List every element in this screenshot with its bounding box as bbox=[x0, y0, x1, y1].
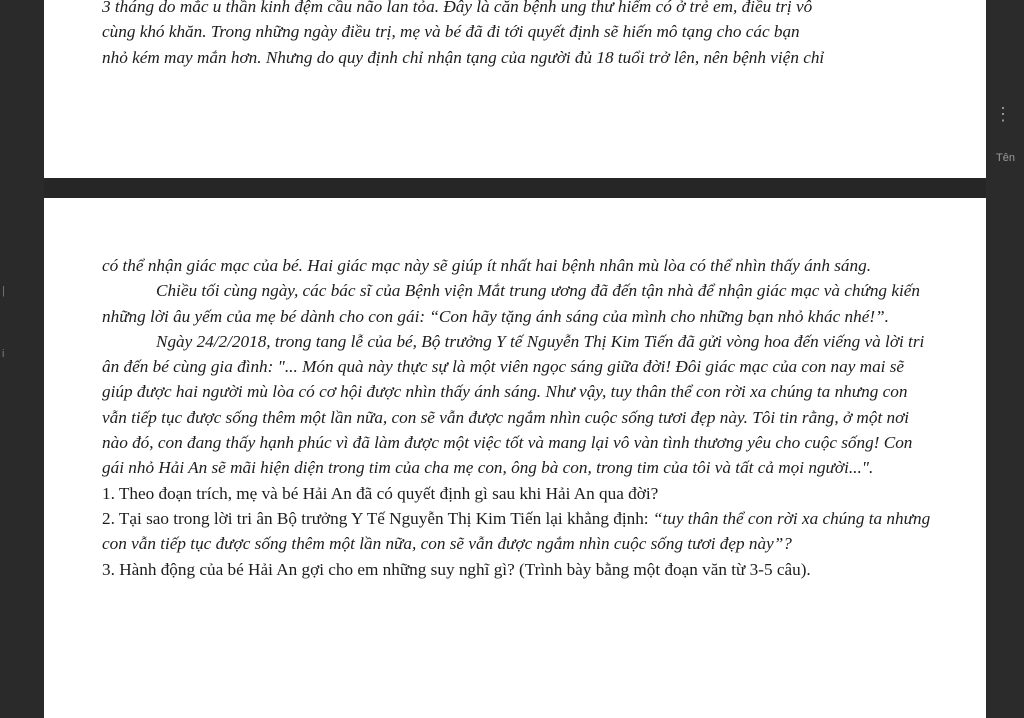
question-2-prefix: 2. Tại sao trong lời tri ân Bộ trưởng Y Tế Nguyễn Thị Kim Tiến lại khẳng định: bbox=[102, 508, 653, 528]
rail-marker: | bbox=[2, 285, 5, 297]
question-2 bbox=[102, 506, 932, 557]
page-text bbox=[102, 0, 932, 70]
paragraph: có thể nhận giác mạc của bé. Hai giác mạc này sẽ giúp ít nhất hai bệnh nhân mù lòa có thể nhìn thấy ánh sáng. bbox=[102, 256, 872, 275]
text-line: cùng khó khăn. Trong những ngày điều trị, mẹ và bé đã đi tới quyết định sẽ hiến mô tạng cho các bạn bbox=[102, 22, 800, 42]
paragraph: Chiều tối cùng ngày, các bác sĩ của Bệnh viện Mắt trung ương đã đến tận nhà để nhận giác mạc và chứng kiến những lời âu yếm của mẹ bé dành cho con gái: “Con hãy tặng ánh sáng của mình cho những bạn nhỏ khác nhé!”. bbox=[102, 281, 920, 326]
right-side-panel bbox=[986, 0, 1024, 718]
rail-marker: i bbox=[2, 348, 5, 360]
question-1: 1. Theo đoạn trích, mẹ và bé Hải An đã có quyết định gì sau khi Hải An qua đời? bbox=[102, 483, 659, 503]
question-3: 3. Hành động của bé Hải An gợi cho em những suy nghĩ gì? (Trình bày bằng một đoạn văn từ 3-5 câu). bbox=[102, 559, 811, 579]
document-page-top bbox=[44, 0, 986, 178]
panel-label: Tên bbox=[996, 152, 1015, 164]
page-text bbox=[102, 253, 932, 582]
document-page-bottom bbox=[44, 198, 986, 718]
text-line: nhỏ kém may mắn hơn. Nhưng do quy định chỉ nhận tạng của người đủ 18 tuổi trở lên, nên bệnh viện chỉ bbox=[102, 47, 825, 67]
paragraph: Ngày 24/2/2018, trong tang lễ của bé, Bộ trưởng Y tế Nguyễn Thị Kim Tiến đã gửi vòng hoa đến viếng và lời tri ân đến bé cùng gia đình: "... Món quà này thực sự là một viên ngọc sáng giữa đời! Đôi giác mạc của con nay mai sẽ giúp được hai người mù lòa có cơ hội được nhìn thấy ánh sáng. Như vậy, tuy thân thể con rời xa chúng ta nhưng con vẫn tiếp tục được sống thêm một lần nữa, con sẽ vẫn được ngắm nhìn cuộc sống tươi đẹp này. Tôi tin rằng, ở một nơi nào đó, con đang thấy hạnh phúc vì đã làm được một việc tốt và mang lại vô vàn tình thương yêu cho cuộc sống! Con gái nhỏ Hải An sẽ mãi hiện diện trong tim của cha mẹ con, ông bà con, trong tim của tôi và tất cả mọi người...". bbox=[102, 331, 925, 478]
text-line: 3 tháng do mắc u thần kinh đệm cầu não lan tỏa. Đây là căn bệnh ung thư hiếm có ở trẻ em, điều trị vô bbox=[102, 0, 813, 16]
left-rail bbox=[0, 0, 44, 718]
more-options-icon[interactable]: ⋮ bbox=[994, 104, 1012, 124]
question-2-quote: “tuy thân thể con rời xa chúng ta nhưng con vẫn tiếp tục được sống thêm một lần nữa, con sẽ vẫn được ngắm nhìn cuộc sống tươi đẹp này”? bbox=[102, 508, 931, 554]
